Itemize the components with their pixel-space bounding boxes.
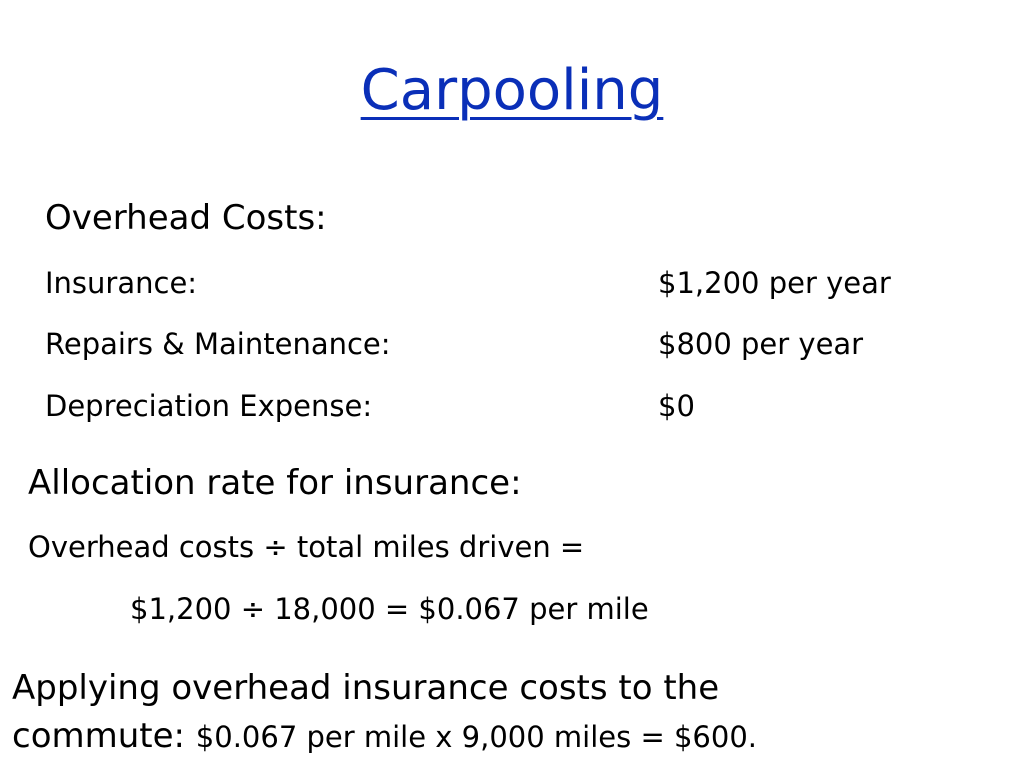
depreciation-label: Depreciation Expense:: [45, 389, 373, 423]
slide-title: Carpooling: [360, 58, 664, 123]
applying-line-2-calculation: $0.067 per mile x 9,000 miles = $600.: [195, 720, 757, 754]
applying-line-2: [12, 714, 757, 759]
applying-line-2-lead: commute:: [12, 716, 196, 756]
repairs-label: Repairs & Maintenance:: [45, 327, 391, 361]
applying-line-1: Applying overhead insurance costs to the: [12, 668, 720, 708]
insurance-label: Insurance:: [45, 266, 198, 300]
allocation-rate-heading: Allocation rate for insurance:: [28, 463, 522, 503]
insurance-value: $1,200 per year: [658, 266, 891, 300]
overhead-costs-heading: Overhead Costs:: [45, 198, 327, 238]
repairs-value: $800 per year: [658, 327, 864, 361]
depreciation-value: $0: [658, 389, 695, 423]
allocation-formula: Overhead costs ÷ total miles driven =: [28, 530, 585, 564]
allocation-calculation: $1,200 ÷ 18,000 = $0.067 per mile: [130, 592, 649, 626]
